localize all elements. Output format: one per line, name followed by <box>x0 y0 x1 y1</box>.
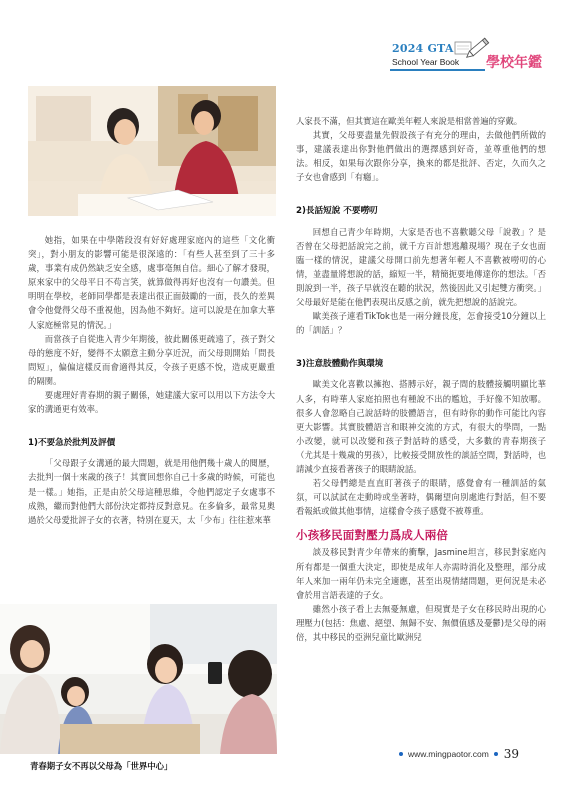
website-url: www.mingpaotor.com <box>408 749 489 759</box>
bullet-dot-icon <box>494 752 498 756</box>
body-paragraph: 「父母跟子女溝通的最大問題，就是用他們幾十歲人的閱歷，去批判一個十來歲的孩子！其實回想你自己十多歲的時候，可能也是一樣。」她指，正是由於父母這種思維，令他們認定子女處事不成熟，繼而對他們大部份決定都持反對意見。在多倫多，最常見奧過於父母愛批評子女的衣著，特別在夏天，太「少布」往往惹來華 <box>28 458 275 525</box>
body-paragraph: 回想自己青少年時期，大家是否也不喜歡聽父母「說教」？是否曾在父母把話說完之前，就千方百計想逃離現場？現在子女也面臨一樣的情況，建議父母開口前先想著年輕人不喜歡被嘮叨的心情，並盡量將想說的話，縮短一半，精簡扼要地傳達你的想法。「否則說到一半，孩子早就沒在聽的狀況，然後因此又引起雙方衝突。」父母最好是能在他們表現出反感之前，就先把想說的話說完。 <box>296 226 546 308</box>
page-footer <box>399 746 519 762</box>
bullet-dot-icon <box>399 752 403 756</box>
photo-caption: 青春期子女不再以父母為「世界中心」 <box>30 761 173 771</box>
section-heading-immigrant-pressure: 小孩移民面對壓力爲成人兩倍 <box>296 528 449 543</box>
header-subtitle: School Year Book <box>392 57 460 67</box>
header-divider <box>390 69 485 71</box>
subheading-no-judging: 1)不要急於批判及評價 <box>28 438 116 449</box>
body-paragraph: 歐美孩子連看TikTok也是一兩分鐘長度，怎會接受10分鐘以上的「訓話」？ <box>296 311 546 336</box>
body-paragraph: 雖然小孩子看上去無憂無慮，但現實是子女在移民時出現的心理壓力(包括：焦慮、絕望、無歸不安、無價值感及憂鬱)是父母的兩倍，其中移民的亞洲兒童比歐洲兒 <box>296 603 546 642</box>
body-paragraph: 要處理好青春期的親子關係，她建議大家可以用以下方法令大家的溝通更有效率。 <box>28 390 275 415</box>
subheading-body-language: 3)注意肢體動作與環境 <box>296 359 384 370</box>
body-paragraph: 人家長不滿，但其實這在歐美年輕人來說是相當普遍的穿戴。 <box>296 116 523 126</box>
left-column <box>28 233 275 527</box>
family-kitchen-photo <box>0 604 277 754</box>
subheading-keep-short: 2)長話短說 不要嘮叨 <box>296 206 378 217</box>
page-header <box>390 40 575 84</box>
body-paragraph: 而當孩子自從進入青少年期後，彼此關係更疏遠了，孩子對父母的態度不好，變得不太願意主動分享近況，而父母則開始「問長問短」，偏偏這樣反而會適得其反，令孩子更感不悅，造成更嚴重的隔閡。 <box>28 333 275 386</box>
header-section-title: 學校年鑑 <box>486 55 542 71</box>
page-number: 39 <box>503 747 520 761</box>
body-paragraph: 若父母們總是直直盯著孩子的眼睛，感覺會有一種訓話的氣氛，可以試試在走動時或坐著時，偶爾望向別處進行對話，但不要看報紙或做其他事情，這樣會令孩子感覺不被尊重。 <box>296 478 546 517</box>
body-paragraph: 其實，父母要盡量先假設孩子有充分的理由，去做他們所做的事，建議表達出你對他們做出的選擇感到好奇，並尊重他們的想法。相反，如果每次跟你分享，換來的都是批評、否定，久而久之子女也會感到「有癮」。 <box>296 130 546 183</box>
right-column <box>296 114 546 644</box>
mother-daughter-photo <box>28 86 276 216</box>
body-paragraph: 談及移民對青少年帶來的衝擊，Jasmine坦言，移民對家庭內所有都是一個重大決定，即使是成年人亦需時消化及整理，部分成年人來加一兩年仍未完全適應，甚至出現情緒問題，更何況是未必會於用言語表達的子女。 <box>296 547 546 600</box>
header-year-title: 2024 GTA <box>392 42 454 55</box>
body-paragraph: 歐美文化喜歡以擁抱、搭膊示好，親子間的肢體接觸明顯比華人多，有時華人家庭拍照也有種說不出的尷尬，手好像不知放哪。很多人會忽略自己說話時的肢體語言，但有時你的動作可能比內容更大影響。其實肢體語言和眼神交流的方式，有很大的學問，一點小改變，就可以改變和孩子對話時的感受，大多數的青春期孩子（尤其是十幾歲的男孩），比較接受開放性的談話空間，對話時，也請減少直接看著孩子的眼睛說話。 <box>296 379 546 474</box>
body-paragraph: 她指，如果在中學階段沒有好好處理家庭內的這些「文化衝突」，對小朋友的影響可能是很深遠的：「有些人甚至到了三十多歲，事業有成仍然缺乏安全感，處事毫無自信。細心了解才發現，原來家中的父母平日不苟言笑，就算做得再好也沒有一句讚美。但明明在學校，老師同學都是表達出很正面鼓勵的一面，長久的差異會令他覺得父母不重視他，因為他不夠好。這可以說是在加拿大華人家庭極常見的情況。」 <box>28 235 275 330</box>
